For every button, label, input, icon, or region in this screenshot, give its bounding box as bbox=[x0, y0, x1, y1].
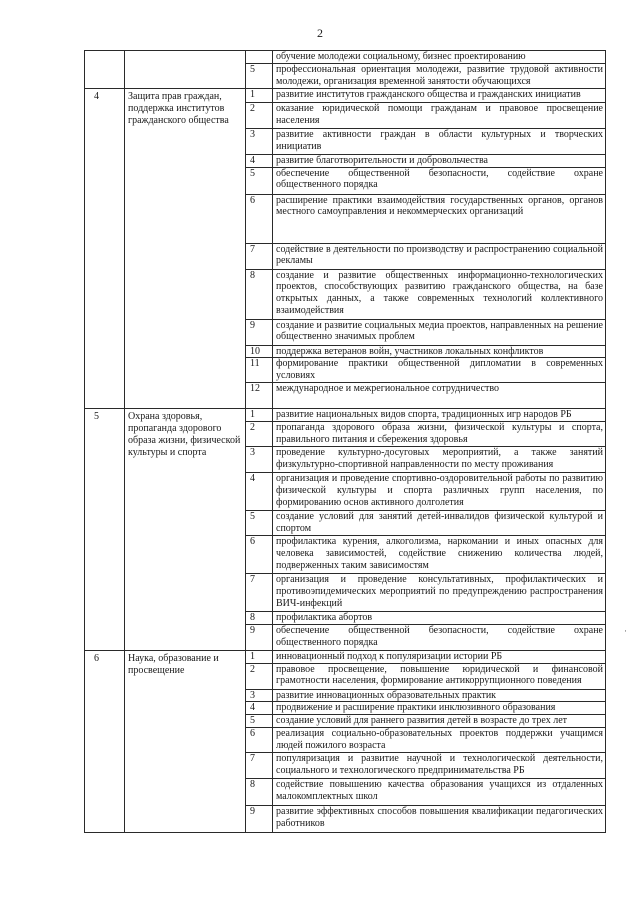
item-number: 4 bbox=[246, 154, 273, 167]
section-row bbox=[85, 650, 606, 832]
section-number: 4 bbox=[85, 89, 125, 409]
item-text: пропаганда здорового образа жизни, физической культуры и спорта, правильного питания и сбережения здоровья bbox=[273, 422, 606, 447]
section-items bbox=[246, 51, 605, 88]
item-number: 5 bbox=[246, 63, 273, 88]
item-text: инновационный подход к популяризации истории РБ bbox=[273, 651, 606, 663]
section-row bbox=[85, 51, 606, 89]
item-text: профессиональная ориентация молодежи, развитие трудовой активности молодежи, организация временной занятости обучающихся bbox=[276, 63, 603, 87]
item-number: 3 bbox=[246, 128, 273, 154]
item-text: создание и развитие общественных информационно-технологических проектов, способствующих развитию гражданского общества, на базе открытых данных, а также современных технологий коллективного взаимодействия bbox=[273, 269, 606, 319]
item-number: 4 bbox=[246, 473, 273, 511]
item-text: создание условий для раннего развития детей в возрасте до трех лет bbox=[273, 715, 606, 728]
item-row bbox=[246, 447, 605, 473]
item-number: 8 bbox=[246, 269, 273, 319]
item-text: организация и проведение консультативных, профилактических и противоэпидемических мероприятий по предупреждению распространения ВИЧ-инфекций bbox=[273, 574, 606, 612]
section-items bbox=[246, 89, 605, 408]
item-row bbox=[246, 383, 605, 408]
item-text: профилактика абортов bbox=[273, 612, 606, 625]
item-text: популяризация и развитие научной и технологической деятельности, социального и технологического предпринимательства РБ bbox=[273, 753, 606, 779]
directions-table-body bbox=[85, 51, 606, 833]
item-row bbox=[246, 651, 605, 663]
item-text: продвижение и расширение практики инклюзивного образования bbox=[273, 702, 606, 715]
item-text: содействие повышению качества образования учащихся из отдаленных малокомплектных школ bbox=[273, 779, 606, 806]
item-text: создание и развитие социальных медиа проектов, направленных на решение общественно значимых проблем bbox=[273, 319, 606, 345]
item-number: 9 bbox=[246, 319, 273, 345]
item-row bbox=[246, 89, 605, 102]
section-items-cell bbox=[246, 89, 606, 409]
section-title: Защита прав граждан, поддержка институтов гражданского общества bbox=[125, 89, 246, 409]
item-text: организация и проведение спортивно-оздоровительной работы по развитию физической культуры и спорта различных групп населения, по формированию основ активного долголетия bbox=[273, 473, 606, 511]
section-number: 5 bbox=[85, 408, 125, 650]
item-row bbox=[246, 128, 605, 154]
item-number: 8 bbox=[246, 779, 273, 806]
margin-mark: · bbox=[624, 626, 627, 636]
section-items bbox=[246, 409, 605, 650]
item-text: развитие национальных видов спорта, традиционных игр народов РБ bbox=[273, 409, 606, 422]
item-text: расширение практики взаимодействия государственных органов, органов местного самоуправления и некоммерческих организаций bbox=[273, 194, 606, 243]
item-number: 2 bbox=[246, 102, 273, 128]
item-text: международное и межрегиональное сотрудничество bbox=[276, 383, 500, 395]
item-row bbox=[246, 574, 605, 612]
item-row bbox=[246, 269, 605, 319]
item-number: 11 bbox=[246, 358, 273, 383]
item-number: 8 bbox=[246, 612, 273, 625]
section-title: Охрана здоровья, пропаганда здорового образа жизни, физической культуры и спорта bbox=[125, 408, 246, 650]
item-row bbox=[246, 358, 605, 383]
item-text: развитие активности граждан в области культурных и творческих инициатив bbox=[273, 128, 606, 154]
item-number: 4 bbox=[246, 702, 273, 715]
item-row bbox=[246, 154, 605, 167]
item-row bbox=[246, 194, 605, 243]
section-number bbox=[85, 51, 125, 89]
item-row bbox=[246, 345, 605, 358]
section-title: Наука, образование и просвещение bbox=[125, 650, 246, 832]
section-items-cell bbox=[246, 408, 606, 650]
section-number: 6 bbox=[85, 650, 125, 832]
item-text: формирование практики общественной дипломатии в современных условиях bbox=[273, 358, 606, 383]
item-text: развитие эффективных способов повышения квалификации педагогических работников bbox=[276, 806, 603, 829]
item-number: 5 bbox=[246, 167, 273, 194]
item-row bbox=[246, 806, 605, 832]
item-number bbox=[246, 51, 273, 63]
item-text: реализация социально-образовательных проектов поддержки учащимся людей пожилого возраста bbox=[273, 728, 606, 753]
item-text: создание условий для занятий детей-инвалидов физической культурой и спортом bbox=[273, 511, 606, 536]
item-text: развитие инновационных образовательных практик bbox=[273, 689, 606, 702]
item-row bbox=[246, 473, 605, 511]
item-row bbox=[246, 779, 605, 806]
item-row bbox=[246, 612, 605, 625]
item-text: оказание юридической помощи гражданам и правовое просвещение населения bbox=[273, 102, 606, 128]
section-items bbox=[246, 651, 605, 832]
item-text: проведение культурно-досуговых мероприятий, а также занятий физкультурно-спортивной направленности по месту проживания bbox=[273, 447, 606, 473]
item-number: 10 bbox=[246, 345, 273, 358]
item-number: 3 bbox=[246, 689, 273, 702]
item-number: 7 bbox=[246, 753, 273, 779]
item-number: 6 bbox=[246, 728, 273, 753]
item-text: развитие благотворительности и добровольчества bbox=[273, 154, 606, 167]
item-number: 7 bbox=[246, 243, 273, 269]
item-text: развитие институтов гражданского общества и гражданских инициатив bbox=[273, 89, 606, 102]
item-text: обеспечение общественной безопасности, содействие охране общественного порядка bbox=[273, 167, 606, 194]
item-row bbox=[246, 167, 605, 194]
section-items-cell bbox=[246, 51, 606, 89]
item-number: 9 bbox=[246, 625, 273, 650]
item-number: 1 bbox=[246, 651, 273, 663]
directions-table bbox=[84, 50, 606, 833]
item-row bbox=[246, 689, 605, 702]
section-row bbox=[85, 89, 606, 409]
item-row bbox=[246, 511, 605, 536]
item-row bbox=[246, 536, 605, 574]
item-row bbox=[246, 319, 605, 345]
item-text: содействие в деятельности по производству и распространению социальной рекламы bbox=[273, 243, 606, 269]
item-text: профилактика курения, алкоголизма, наркомании и иных опасных для человека зависимостей, содействие снижению количества людей, подверженных таким зависимостям bbox=[273, 536, 606, 574]
item-number: 5 bbox=[246, 715, 273, 728]
item-number: 1 bbox=[246, 89, 273, 102]
item-number: 2 bbox=[246, 663, 273, 689]
item-number: 12 bbox=[246, 383, 273, 408]
item-text: обучение молодежи социальному, бизнес проектированию bbox=[273, 51, 606, 63]
item-row bbox=[246, 63, 605, 88]
item-number: 5 bbox=[246, 511, 273, 536]
item-row bbox=[246, 728, 605, 753]
item-number: 6 bbox=[246, 536, 273, 574]
item-number: 1 bbox=[246, 409, 273, 422]
item-row bbox=[246, 51, 605, 63]
item-number: 9 bbox=[246, 806, 273, 832]
item-row bbox=[246, 702, 605, 715]
item-row bbox=[246, 753, 605, 779]
item-number: 2 bbox=[246, 422, 273, 447]
section-items-cell bbox=[246, 650, 606, 832]
section-row bbox=[85, 408, 606, 650]
item-row bbox=[246, 102, 605, 128]
section-title bbox=[125, 51, 246, 89]
item-text: правовое просвещение, повышение юридической и финансовой грамотности населения, формирование антикоррупционного поведения bbox=[273, 663, 606, 689]
item-row bbox=[246, 715, 605, 728]
item-number: 3 bbox=[246, 447, 273, 473]
item-row bbox=[246, 409, 605, 422]
item-row bbox=[246, 243, 605, 269]
item-number: 6 bbox=[246, 194, 273, 243]
item-row bbox=[246, 422, 605, 447]
item-row bbox=[246, 625, 605, 650]
page-number: 2 bbox=[317, 26, 323, 40]
item-text: обеспечение общественной безопасности, содействие охране общественного порядка bbox=[276, 625, 603, 649]
item-text: поддержка ветеранов войн, участников локальных конфликтов bbox=[273, 345, 606, 358]
item-number: 7 bbox=[246, 574, 273, 612]
item-row bbox=[246, 663, 605, 689]
